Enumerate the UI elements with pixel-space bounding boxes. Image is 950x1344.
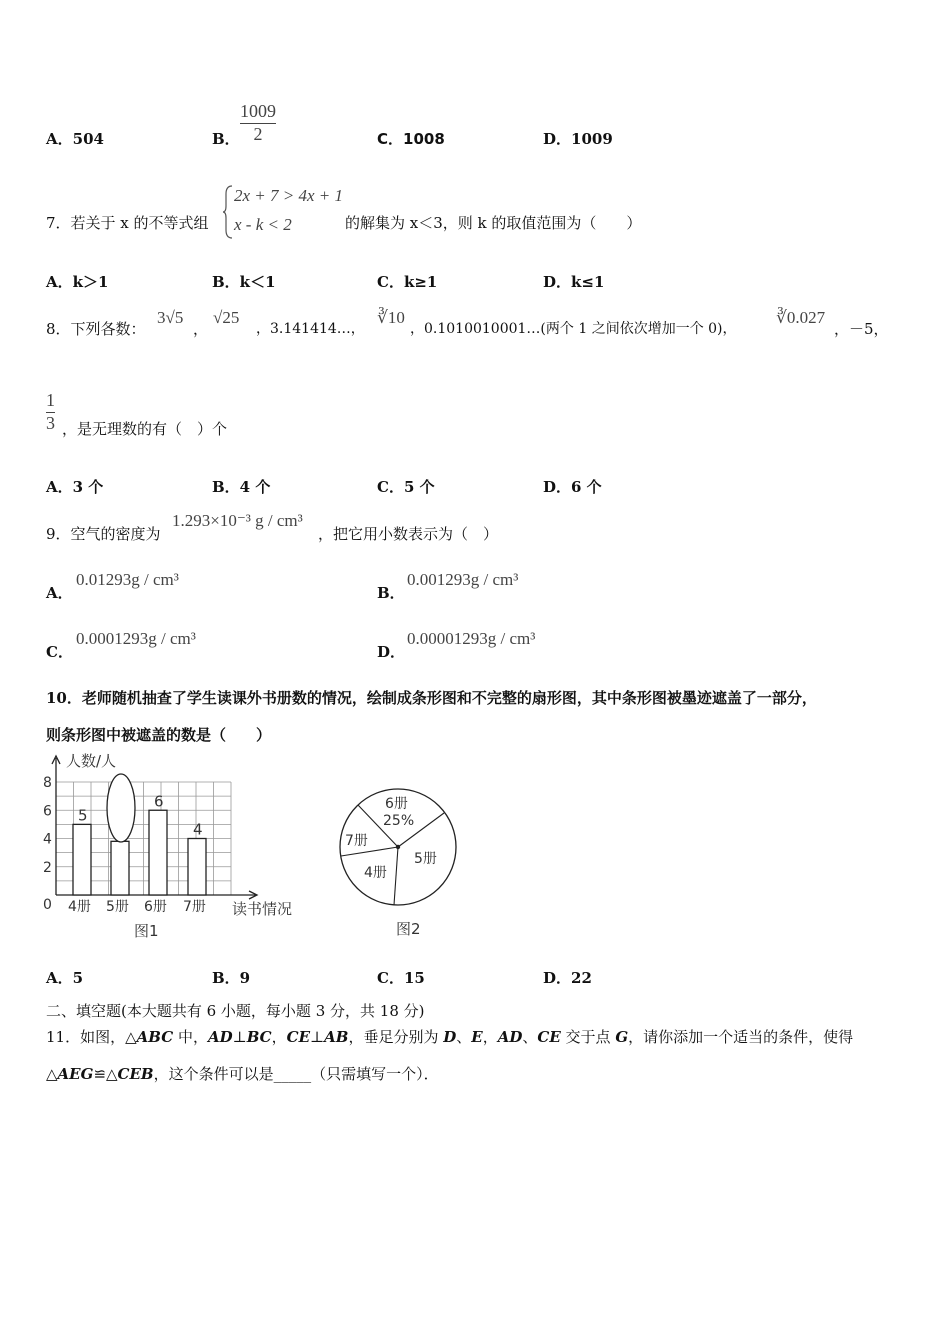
q6-option-b-label: B． [212,130,240,148]
q11-text: ， [482,1028,498,1046]
q7-stem-post: 的解集为 x＜3，则 k 的取值范围为（ ） [345,214,642,232]
bar-chart-plot [43,752,292,940]
q11-text: ， [271,1028,287,1046]
q11-triangle-aeg: AEG [57,1065,94,1083]
pie-label-4: 4册 [364,865,387,881]
q11-triangle-abc: ABC [136,1028,174,1046]
q6-b-numerator: 1009 [240,101,276,121]
q6-option-d: D．1009 [543,130,613,148]
x-tick-label: 7册 [183,899,206,915]
y-tick-label: 8 [43,775,52,791]
q8-number-5: ，0.1010010001…(两个 1 之间依次增加一个 0)， [410,321,737,337]
bar-6册 [149,810,167,895]
q10-option-a: A．5 [46,969,84,987]
pie-label-25-percent: 25% [383,813,415,829]
q9-option-c: 0.0001293g / cm³ [76,629,196,648]
q8-stem-2: ，是无理数的有（ ）个 [62,420,228,438]
q9-option-b: 0.001293g / cm³ [407,570,519,589]
q11-point-d: D [443,1028,457,1046]
q8-number-2: √25 [213,308,240,327]
q8-option-c: C．5 个 [377,478,435,496]
q11-text: ⊥ [310,1028,325,1046]
q8-stem: 8．下列各数： [46,320,146,338]
q10-stem-line-2: 则条形图中被遮盖的数是（ ） [46,726,272,744]
q10-stem-line-1: 10．老师随机抽查了学生读课外书册数的情况，绘制成条形图和不完整的扇形图，其中条形图被墨迹遮盖了一部分， [46,689,817,707]
q9-option-c-label: C． [46,643,73,661]
q11-triangle-ceb: CEB [117,1065,154,1083]
pie-label-7: 7册 [345,833,368,849]
q8-number-6: ∛0.027 [776,308,826,327]
q11-text: 、 [456,1028,472,1046]
q7-option-c: C．k≥1 [377,273,438,291]
q11-point-g: G [615,1028,629,1046]
q7-inequality-2: x - k < 2 [234,215,292,234]
q9-density-value: 1.293×10⁻³ g / cm³ [172,511,303,530]
q7-option-d: D．k≤1 [543,273,605,291]
y-tick-label: 4 [43,831,52,848]
q11-text: ≌△ [93,1065,118,1083]
q11-segment-ce: CE [286,1028,311,1046]
pie-center-dot [396,845,400,849]
pie-label-5: 5册 [414,851,437,867]
x-tick-label: 4册 [68,899,91,915]
bar-data-label: 4 [193,820,203,839]
y-tick-label: 0 [43,897,52,913]
q6-option-b-fraction [240,101,276,145]
bar-5册-covered [111,841,129,895]
bar-7册 [188,839,206,896]
bar-chart-figure-1 [38,750,308,945]
pie-chart-title: 图2 [396,920,421,938]
brace-icon [222,184,234,240]
x-axis-label: 读书情况 [232,900,293,918]
bar-data-label: 5 [78,806,88,825]
y-axis-label: 人数/人 [66,752,117,770]
bar-chart-title: 图1 [134,922,159,940]
q11-text: △ [46,1065,58,1083]
q11-segment-ad: AD [497,1028,523,1046]
q11-text: 11．如图，△ [46,1028,137,1046]
ink-blot-ellipse [107,774,135,842]
q11-text: ⊥ [232,1028,247,1046]
q8-option-b: B．4 个 [212,478,271,496]
q11-segment-ad: AD [207,1028,233,1046]
q11-segment-ce: CE [537,1028,561,1046]
x-tick-label: 6册 [144,899,167,915]
q9-stem: 9．空气的密度为 [46,525,161,543]
q11-text: 交于点 [560,1028,616,1046]
q7-stem: 7．若关于 x 的不等式组 [46,214,209,232]
q7-option-a: A．k＞1 [46,273,109,291]
q8-option-a: A．3 个 [46,478,104,496]
pie-label-6: 6册 [385,796,408,812]
q11-point-e: E [471,1028,483,1046]
y-tick-label: 6 [43,803,52,820]
q10-option-b: B．9 [212,969,251,987]
pie-divider-5-4 [394,847,398,905]
q11-text: ，这个条件可以是_____（只需填写一个）． [153,1065,439,1083]
q6-option-a: A．504 [46,130,104,148]
q6-b-denominator: 2 [253,123,263,144]
q11-segment-bc: BC [246,1028,272,1046]
q10-option-d: D．22 [543,969,592,987]
q10-option-c: C．15 [377,969,425,987]
q9-option-a-label: A． [46,584,73,602]
q11-text: ，请你添加一个适当的条件，使得 [628,1028,854,1046]
q9-option-a: 0.01293g / cm³ [76,570,179,589]
q7-inequality-1: 2x + 7 > 4x + 1 [234,186,344,205]
q8-number-1: 3√5 [157,308,184,327]
bar-4册 [73,824,91,895]
x-tick-label: 5册 [106,899,129,915]
y-tick-label: 2 [43,859,52,876]
q7-option-b: B．k＜1 [212,273,276,291]
q8-number-4: ∛10 [377,308,405,327]
q11-stem-line-2 [46,1063,439,1084]
q8-number-3: ，3.141414…， [256,321,365,337]
q8-fraction [46,390,55,434]
q11-text: 、 [522,1028,538,1046]
q8-fraction-denominator: 3 [46,412,55,433]
q11-text: ，垂足分别为 [348,1028,444,1046]
q8-number-7: ，－5， [834,320,889,338]
q9-stem-2: ，把它用小数表示为（ ） [318,525,499,543]
q11-text: 中， [173,1028,208,1046]
q9-option-b-label: B． [377,584,405,602]
section-2-title: 二、填空题(本大题共有 6 小题，每小题 3 分，共 18 分) [46,1002,425,1020]
bar-data-label: 6 [154,792,164,811]
q9-option-d: 0.00001293g / cm³ [407,629,536,648]
q8-fraction-numerator: 1 [46,390,55,410]
q8-option-d: D．6 个 [543,478,602,496]
q8-separator: ， [193,320,209,338]
q11-stem-line-1 [46,1026,853,1047]
pie-chart-figure-2 [330,780,470,945]
q11-segment-ab: AB [324,1028,349,1046]
q6-option-c: C．1008 [377,130,445,148]
q9-option-d-label: D． [377,643,406,661]
